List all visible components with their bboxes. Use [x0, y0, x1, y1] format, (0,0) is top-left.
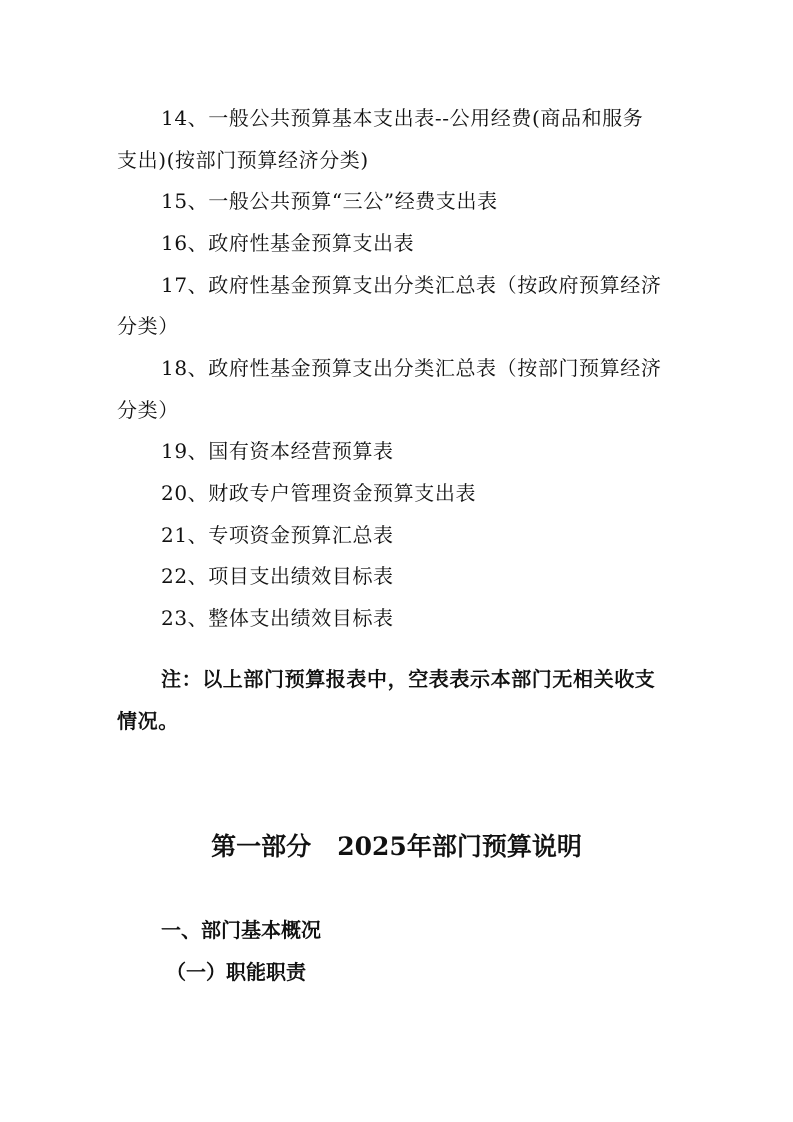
toc-item-21: 21、专项资金预算汇总表: [161, 523, 394, 547]
part-heading: 第一部分 2025年部门预算说明: [211, 832, 582, 861]
toc-item-22: 22、项目支出绩效目标表: [161, 564, 394, 588]
toc-item-20: 20、财政专户管理资金预算支出表: [161, 481, 477, 505]
toc-item-18-line2: 分类）: [117, 398, 179, 422]
section-heading: 一、部门基本概况: [161, 918, 321, 942]
toc-item-14-line1: 14、一般公共预算基本支出表--公用经费(商品和服务: [161, 106, 644, 130]
toc-item-17-line1: 17、政府性基金预算支出分类汇总表（按政府预算经济: [161, 273, 662, 297]
toc-item-15: 15、一般公共预算“三公”经费支出表: [161, 189, 498, 213]
note-line2: 情况。: [117, 709, 179, 733]
note-line1: 注：以上部门预算报表中，空表表示本部门无相关收支: [161, 667, 656, 691]
toc-item-17-line2: 分类）: [117, 314, 179, 338]
toc-item-14-line2: 支出)(按部门预算经济分类): [117, 148, 369, 172]
toc-item-19: 19、国有资本经营预算表: [161, 439, 394, 463]
toc-item-23: 23、整体支出绩效目标表: [161, 606, 394, 630]
toc-item-16: 16、政府性基金预算支出表: [161, 231, 415, 255]
subsection-heading: （一）职能职责: [166, 960, 306, 984]
toc-item-18-line1: 18、政府性基金预算支出分类汇总表（按部门预算经济: [161, 356, 662, 380]
